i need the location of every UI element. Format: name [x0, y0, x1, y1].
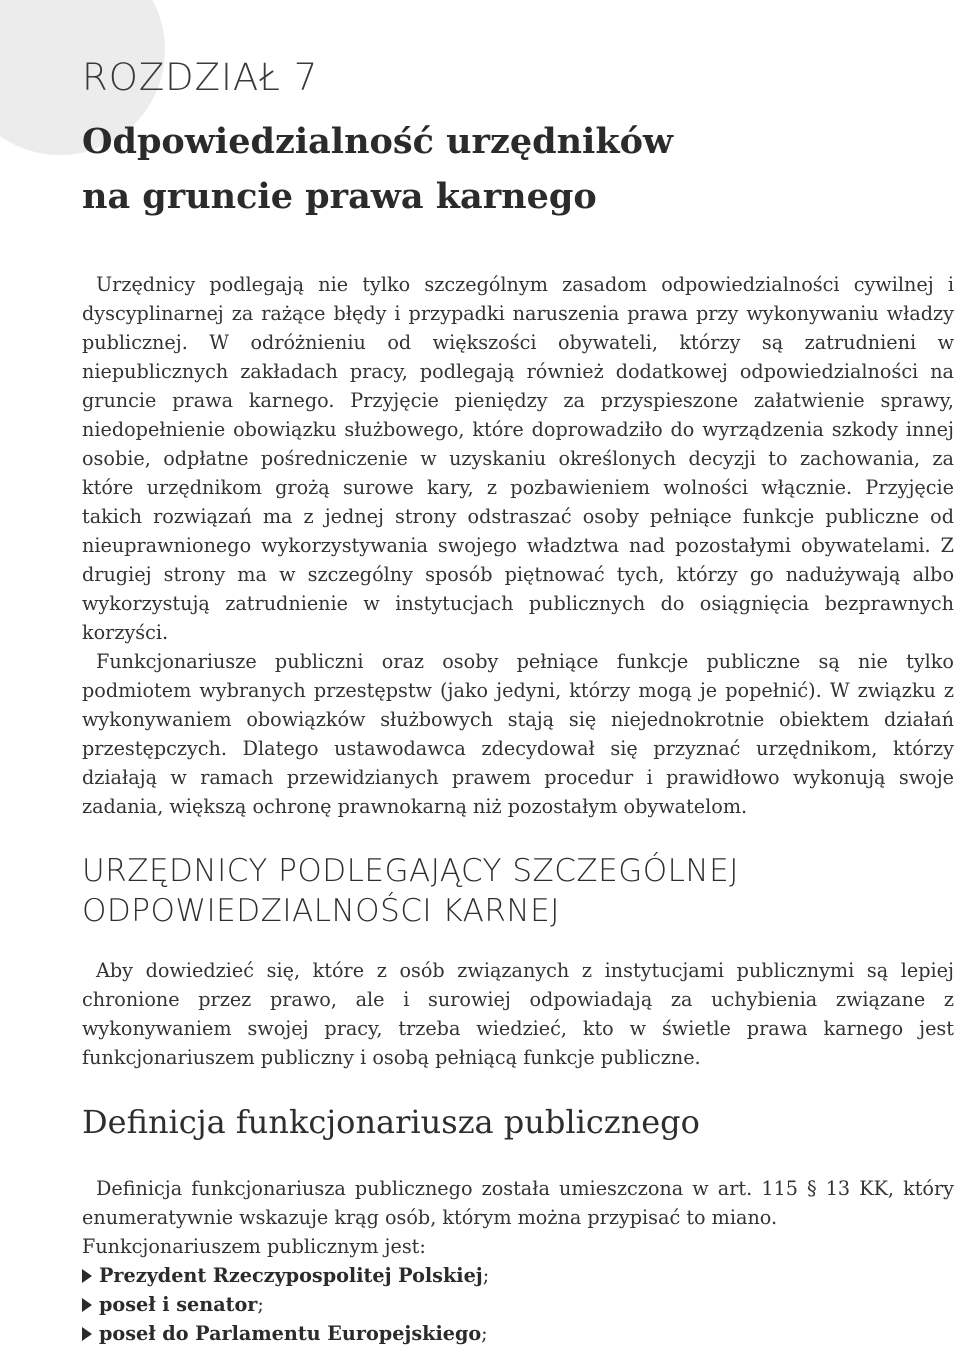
- chapter-title-line-2: na gruncie prawa karnego: [82, 176, 597, 217]
- section-heading-line-2: ODPOWIEDZIALNOŚCI KARNEJ: [82, 893, 560, 929]
- list-item-suffix: ;: [481, 1322, 488, 1345]
- section-paragraph: Aby dowiedzieć się, które z osób związanych z instytucjami publicznymi są lepiej chronione przez prawo, ale i surowiej odpowiadają za uchybienia związane z wykonywaniem swojej pracy, trzeba wiedzieć, kto w świetle prawa karnego jest funkcjonariuszem publiczny i osobą pełniącą funkcje publiczne.: [82, 959, 954, 1069]
- list-item-suffix: ;: [482, 1264, 490, 1287]
- bullet-arrow-icon: [82, 1327, 92, 1341]
- list-item-label: poseł i senator: [99, 1293, 258, 1316]
- list-item: [82, 1261, 954, 1290]
- chapter-title-line-1: Odpowiedzialność urzędników: [82, 121, 674, 162]
- intro-paragraph-1: Urzędnicy podlegają nie tylko szczególnym zasadom odpowiedzialności cywilnej i dyscyplinarnej za rażące błędy i przypadki naruszenia prawa przy wykonywaniu władzy publicznej. W odróżnieniu od większości obywateli, którzy są zatrudnieni w niepublicznych zakładach pracy, podlegają również dodatkowej odpowiedzialności na gruncie prawa karnego. Przyjęcie pieniędzy za przyspieszone załatwienie sprawy, niedopełnienie obowiązku służbowego, które doprowadziło do wyrządzenia szkody innej osobie, odpłatne pośredniczenie w uzyskaniu określonych decyzji to zachowania, za które urzędnikom grożą surowe kary, z pozbawieniem wolności włącznie. Przyjęcie takich rozwiązań ma z jednej strony odstraszać osoby pełniące funkcje publiczne od nieuprawnionego wykorzystywania swojego władztwa nad pozostałymi obywatelami. Z drugiej strony ma w szczególny sposób piętnować tych, którzy go nadużywają albo wykorzystują zatrudnienie w instytucjach publicznych do osiągnięcia bezprawnych korzyści.: [82, 273, 954, 644]
- list-item: [82, 1319, 954, 1348]
- list-item-label: poseł do Parlamentu Europejskiego: [99, 1322, 482, 1345]
- definition-paragraph: Definicja funkcjonariusza publicznego została umieszczona w art. 115 § 13 KK, który enumeratywnie wskazuje krąg osób, którym można przypisać to miano.: [82, 1177, 954, 1229]
- section-heading: [82, 851, 954, 931]
- bullet-arrow-icon: [82, 1298, 92, 1312]
- list-item-label: Prezydent Rzeczypospolitej Polskiej: [99, 1264, 483, 1287]
- definition-heading: Definicja funkcjonariusza publicznego: [82, 1103, 700, 1141]
- definition-list: [82, 1261, 954, 1348]
- list-item-suffix: ;: [257, 1293, 264, 1316]
- list-item: [82, 1290, 954, 1319]
- chapter-label: ROZDZIAŁ 7: [82, 56, 319, 99]
- section-heading-line-1: URZĘDNICY PODLEGAJĄCY SZCZEGÓLNEJ: [82, 853, 739, 889]
- definition-intro-line: Funkcjonariuszem publicznym jest:: [82, 1235, 426, 1258]
- bullet-arrow-icon: [82, 1269, 92, 1283]
- page-content: [82, 48, 954, 1348]
- chapter-title: [82, 114, 954, 224]
- intro-paragraph-2: Funkcjonariusze publiczni oraz osoby pełniące funkcje publiczne są nie tylko podmiotem wybranych przestępstw (jako jedyni, którzy mogą je popełnić). W związku z wykonywaniem obowiązków służbowych stają się niejednokrotnie obiektem działań przestępczych. Dlatego ustawodawca zdecydował się przyznać urzędnikom, którzy działają w ramach przewidzianych prawem procedur i prawidłowo wykonują swoje zadania, większą ochronę prawnokarną niż pozostałym obywatelom.: [82, 650, 954, 818]
